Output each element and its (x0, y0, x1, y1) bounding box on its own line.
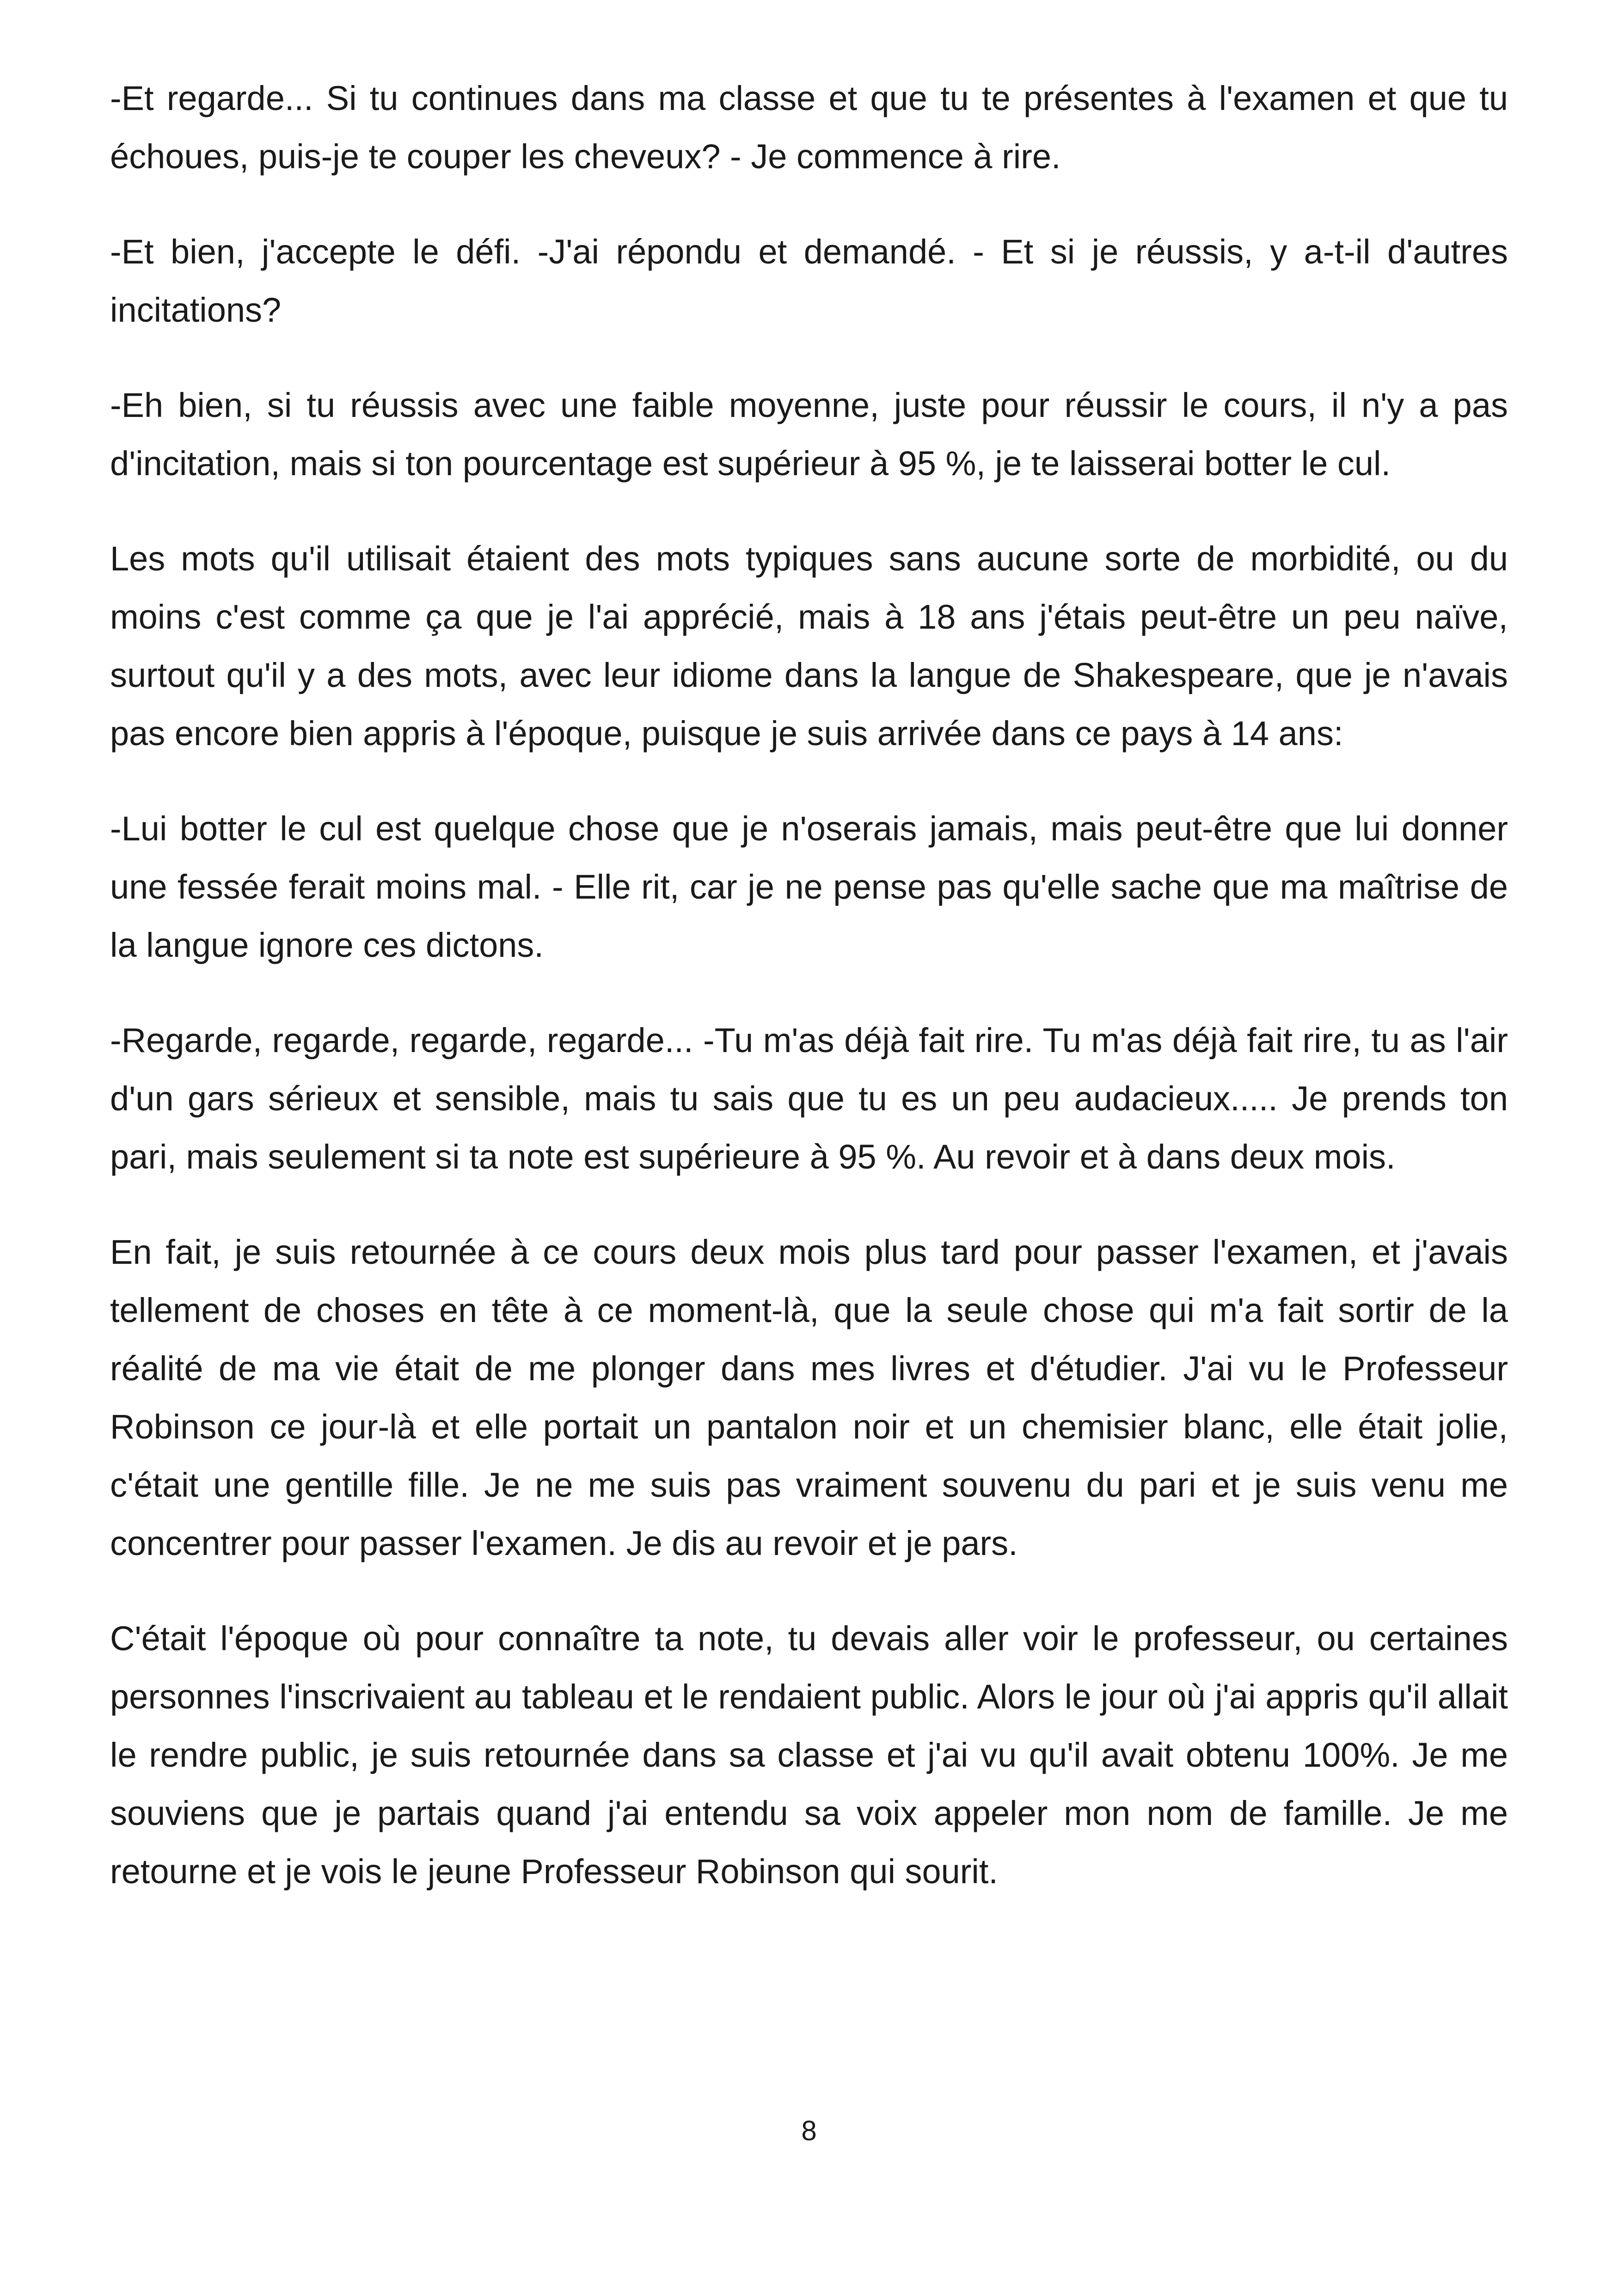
paragraph: -Lui botter le cul est quelque chose que je n'oserais jamais, mais peut-être que lui donner une fessée ferait moins mal. - Elle rit, car je ne pense pas qu'elle sache que ma maîtrise de la langue ignore ces dictons. (110, 809, 1508, 964)
paragraph: En fait, je suis retournée à ce cours deux mois plus tard pour passer l'examen, et j'avais tellement de choses en tête à ce moment-là, que la seule chose qui m'a fait sortir de la réalité de ma vie était de me plonger dans mes livres et d'étudier. J'ai vu le Professeur Robinson ce jour-là et elle portait un pantalon noir et un chemisier blanc, elle était jolie, c'était une gentille fille. Je ne me suis pas vraiment souvenu du pari et je suis venu me concentrer pour passer l'examen. Je dis au revoir et je pars. (110, 1233, 1508, 1562)
paragraph: -Et bien, j'accepte le défi. -J'ai répondu et demandé. - Et si je réussis, y a-t-il d'autres incitations? (110, 233, 1508, 329)
paragraph: -Et regarde... Si tu continues dans ma classe et que tu te présentes à l'examen et que tu échoues, puis-je te couper les cheveux? - Je commence à rire. (110, 79, 1508, 176)
page-body (110, 69, 1508, 1938)
paragraph: Les mots qu'il utilisait étaient des mots typiques sans aucune sorte de morbidité, ou du moins c'est comme ça que je l'ai apprécié, mais à 18 ans j'étais peut-être un peu naïve, surtout qu'il y a des mots, avec leur idiome dans la langue de Shakespeare, que je n'avais pas encore bien appris à l'époque, puisque je suis arrivée dans ce pays à 14 ans: (110, 539, 1508, 753)
paragraph: -Regarde, regarde, regarde, regarde... -Tu m'as déjà fait rire. Tu m'as déjà fait rire, tu as l'air d'un gars sérieux et sensible, mais tu sais que tu es un peu audacieux..... Je prends ton pari, mais seulement si ta note est supérieure à 95 %. Au revoir et à dans deux mois. (110, 1021, 1508, 1176)
paragraph: C'était l'époque où pour connaître ta note, tu devais aller voir le professeur, ou certaines personnes l'inscrivaient au tableau et le rendaient public. Alors le jour où j'ai appris qu'il allait le rendre public, je suis retournée dans sa classe et j'ai vu qu'il avait obtenu 100%. Je me souviens que je partais quand j'ai entendu sa voix appeler mon nom de famille. Je me retourne et je vois le jeune Professeur Robinson qui sourit. (110, 1619, 1508, 1891)
page-number: 8 (801, 2115, 817, 2146)
paragraph: -Eh bien, si tu réussis avec une faible moyenne, juste pour réussir le cours, il n'y a pas d'incitation, mais si ton pourcentage est supérieur à 95 %, je te laisserai botter le cul. (110, 386, 1508, 483)
